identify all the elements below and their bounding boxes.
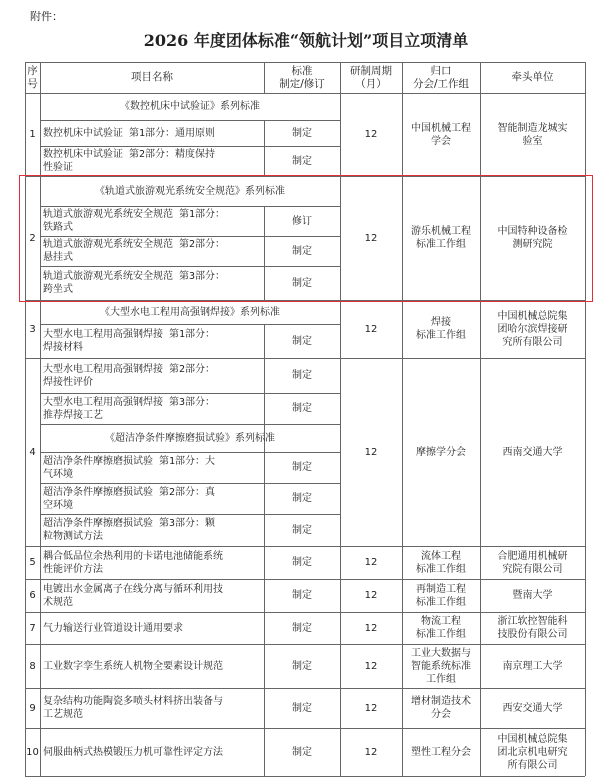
group-4-part-3-type: 制定 <box>292 524 312 536</box>
group-3-period: 12 <box>364 323 378 335</box>
group-3-part-1-type: 制定 <box>292 335 312 347</box>
row-1-seq: 1 <box>29 129 36 140</box>
header-seq: 序 号 <box>27 64 38 90</box>
group-3-part-2: 大型水电工程用高强钢焊接 第2部分： 焊接性评价 <box>43 363 216 388</box>
group-2-part-1: 轨道式旅游观光系统安全规范 第1部分： 铁路式 <box>43 209 226 233</box>
group-2-belong: 游乐机械工程 标准工作组 <box>411 226 471 250</box>
group-1-belong: 中国机械工程 学会 <box>411 122 471 147</box>
group-2-period: 12 <box>364 232 378 244</box>
group-1-period: 12 <box>364 129 378 140</box>
group-2-part-3: 轨道式旅游观光系统安全规范 第3部分： 跨坐式 <box>43 271 226 295</box>
group-3-lead: 中国机械总院集 团哈尔滨焊接研 究所有限公司 <box>497 310 568 348</box>
row-7-lead: 浙江软控智能科 技股份有限公司 <box>497 616 568 640</box>
row-9-name: 复杂结构功能陶瓷多喷头材料挤出装备与 工艺规范 <box>43 696 223 720</box>
row-8-lead: 南京理工大学 <box>502 660 563 672</box>
row-8-belong: 工业大数据与 智能系统标准 工作组 <box>411 647 471 685</box>
group-4-lead: 西南交通大学 <box>502 446 563 458</box>
row-10-period: 12 <box>364 746 378 758</box>
row-5-period: 12 <box>364 557 378 568</box>
group-4-part-1: 超洁净条件摩擦磨损试验 第1部分：大 气环境 <box>43 455 216 480</box>
row-10-type: 制定 <box>292 746 312 758</box>
row-8-name: 工业数字孪生系统人机物全要素设计规范 <box>43 660 223 672</box>
group-1-part-2-type: 制定 <box>292 155 312 167</box>
row-3-seq: 3 <box>29 323 36 335</box>
group-3-part-1: 大型水电工程用高强钢焊接 第1部分： 焊接材料 <box>43 329 216 353</box>
group-1-part-2: 数控机床中试验证 第2部分：精度保持 性验证 <box>43 149 216 173</box>
row-9-belong: 增材制造技术 分会 <box>411 696 471 720</box>
group-2-title: 《轨道式旅游观光系统安全规范》系列标准 <box>95 185 285 197</box>
group-1-lead: 智能制造龙城实 验室 <box>497 122 568 147</box>
group-3-title: 《大型水电工程用高强钢焊接》系列标准 <box>100 306 280 318</box>
group-4-part-1-type: 制定 <box>292 462 312 473</box>
group-3-part-2-type: 制定 <box>292 370 312 381</box>
header-lead: 牵头单位 <box>511 71 554 83</box>
row-5-type: 制定 <box>292 557 312 568</box>
row-9-type: 制定 <box>292 702 312 714</box>
page-title: 2026 年度团体标准“领航计划”项目立项清单 <box>143 31 469 50</box>
group-4-period: 12 <box>364 446 378 458</box>
header-belong: 归口 分会/工作组 <box>412 64 470 90</box>
row-6-lead: 暨南大学 <box>512 590 553 601</box>
header-name: 项目名称 <box>131 71 173 83</box>
group-2-part-3-type: 制定 <box>292 277 312 289</box>
row-10-seq: 10 <box>26 746 39 758</box>
row-8-type: 制定 <box>292 660 312 672</box>
group-1-part-1-type: 制定 <box>292 127 312 139</box>
row-5-belong: 流体工程 标准工作组 <box>416 550 466 575</box>
row-8-period: 12 <box>364 660 378 672</box>
row-7-name: 气力输送行业管道设计通用要求 <box>43 622 183 634</box>
header-period: 研制周期 （月） <box>350 64 392 90</box>
group-1-title: 《数控机床中试验证》系列标准 <box>120 101 260 112</box>
group-3-belong: 焊接 标准工作组 <box>416 317 466 341</box>
row-10-belong: 塑性工程分会 <box>411 746 471 758</box>
highlight-box <box>19 175 593 302</box>
group-4-part-3: 超洁净条件摩擦磨损试验 第3部分：颗 粒物测试方法 <box>43 518 216 542</box>
group-3-part-3-type: 制定 <box>292 403 312 414</box>
group-2-part-2: 轨道式旅游观光系统安全规范 第2部分： 悬挂式 <box>43 239 226 263</box>
group-1-part-1: 数控机床中试验证 第1部分：通用原则 <box>43 127 216 139</box>
row-6-period: 12 <box>364 590 378 601</box>
group-4-belong: 摩擦学分会 <box>416 446 466 458</box>
row-6-name: 电镀出水金属离子在线分离与循环利用技 术规范 <box>43 583 223 608</box>
row-7-seq: 7 <box>29 622 36 634</box>
group-2-lead: 中国特种设备检 测研究院 <box>497 226 568 250</box>
row-4-seq: 4 <box>29 446 36 458</box>
group-4-title: 《超洁净条件摩擦磨损试验》系列标准 <box>105 432 275 444</box>
row-9-period: 12 <box>364 702 378 714</box>
row-7-belong: 物流工程 标准工作组 <box>416 616 466 640</box>
group-3-part-3: 大型水电工程用高强钢焊接 第3部分： 推荐焊接工艺 <box>43 396 216 421</box>
row-6-type: 制定 <box>292 590 312 601</box>
group-4-part-2: 超洁净条件摩擦磨损试验 第2部分：真 空环境 <box>43 486 216 511</box>
row-7-period: 12 <box>364 622 378 634</box>
group-2-part-2-type: 制定 <box>292 245 312 257</box>
header-type: 标准 制定/修订 <box>279 64 325 90</box>
row-10-name: 伺服曲柄式热模锻压力机可靠性评定方法 <box>43 746 223 758</box>
row-6-seq: 6 <box>29 590 36 601</box>
attachment-label: 附件： <box>30 10 63 23</box>
row-6-belong: 再制造工程 标准工作组 <box>416 583 466 608</box>
row-2-seq: 2 <box>29 232 36 244</box>
group-4-part-2-type: 制定 <box>292 493 312 504</box>
row-10-lead: 中国机械总院集 团北京机电研究 所有限公司 <box>497 733 568 771</box>
row-9-seq: 9 <box>29 702 36 714</box>
row-8-seq: 8 <box>29 660 36 672</box>
row-5-seq: 5 <box>29 557 36 568</box>
row-7-type: 制定 <box>292 622 312 634</box>
row-5-name: 耦合低品位余热利用的卡诺电池储能系统 性能评价方法 <box>43 550 223 575</box>
row-9-lead: 西安交通大学 <box>502 702 563 714</box>
row-5-lead: 合肥通用机械研 究院有限公司 <box>497 550 568 575</box>
group-2-part-1-type: 修订 <box>292 215 312 227</box>
